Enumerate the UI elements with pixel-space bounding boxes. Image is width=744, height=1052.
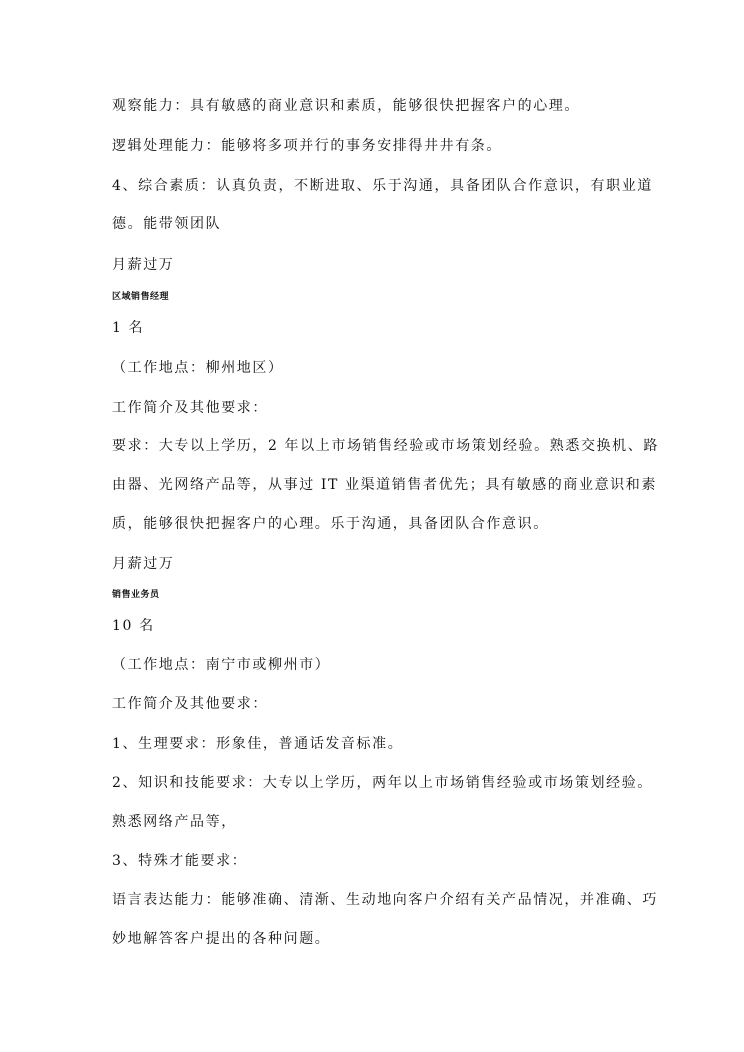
requirements-line: 熟悉网络产品等，: [112, 814, 237, 830]
salary-text: 月薪过万: [112, 556, 175, 572]
job-title-heading: 销售业务员: [112, 590, 160, 600]
work-location-text: （工作地点：柳州地区）: [112, 360, 284, 376]
requirements-line: 3、特殊才能要求：: [112, 853, 248, 869]
paragraph-logic-ability: 逻辑处理能力：能够将多项并行的事务安排得井井有条。: [112, 138, 502, 154]
requirements-line: 2、知识和技能要求：大专以上学历，两年以上市场销售经验或市场策划经验。: [112, 775, 653, 791]
headcount-text: 10 名: [112, 618, 155, 634]
paragraph-overall-quality-cont: 德。能带领团队: [112, 216, 222, 232]
requirements-line: 妙地解答客户提出的各种问题。: [112, 931, 331, 947]
requirements-line: 语言表达能力：能够准确、清渐、生动地向客户介绍有关产品情况，并准确、巧: [112, 892, 658, 908]
requirements-line: 要求：大专以上学历，2 年以上市场销售经验或市场策划经验。熟悉交换机、路: [112, 438, 659, 454]
requirements-line: 1、生理要求：形象佳，普通话发音标准。: [112, 736, 404, 752]
paragraph-observation-ability: 观察能力：具有敏感的商业意识和素质，能够很快把握客户的心理。: [112, 98, 580, 114]
job-intro-label: 工作简介及其他要求：: [112, 400, 268, 416]
salary-text: 月薪过万: [112, 257, 175, 273]
work-location-text: （工作地点：南宁市或柳州市）: [112, 657, 331, 673]
job-title-heading: 区域销售经理: [112, 292, 170, 302]
paragraph-overall-quality: 4、综合素质：认真负责，不断进取、乐于沟通，具备团队合作意识，有职业道: [112, 178, 653, 194]
requirements-line: 质，能够很快把握客户的心理。乐于沟通，具备团队合作意识。: [112, 516, 549, 532]
headcount-text: 1 名: [112, 320, 145, 336]
job-intro-label: 工作简介及其他要求：: [112, 696, 268, 712]
requirements-line: 由器、光网络产品等，从事过 IT 业渠道销售者优先；具有敏感的商业意识和素: [112, 477, 657, 493]
